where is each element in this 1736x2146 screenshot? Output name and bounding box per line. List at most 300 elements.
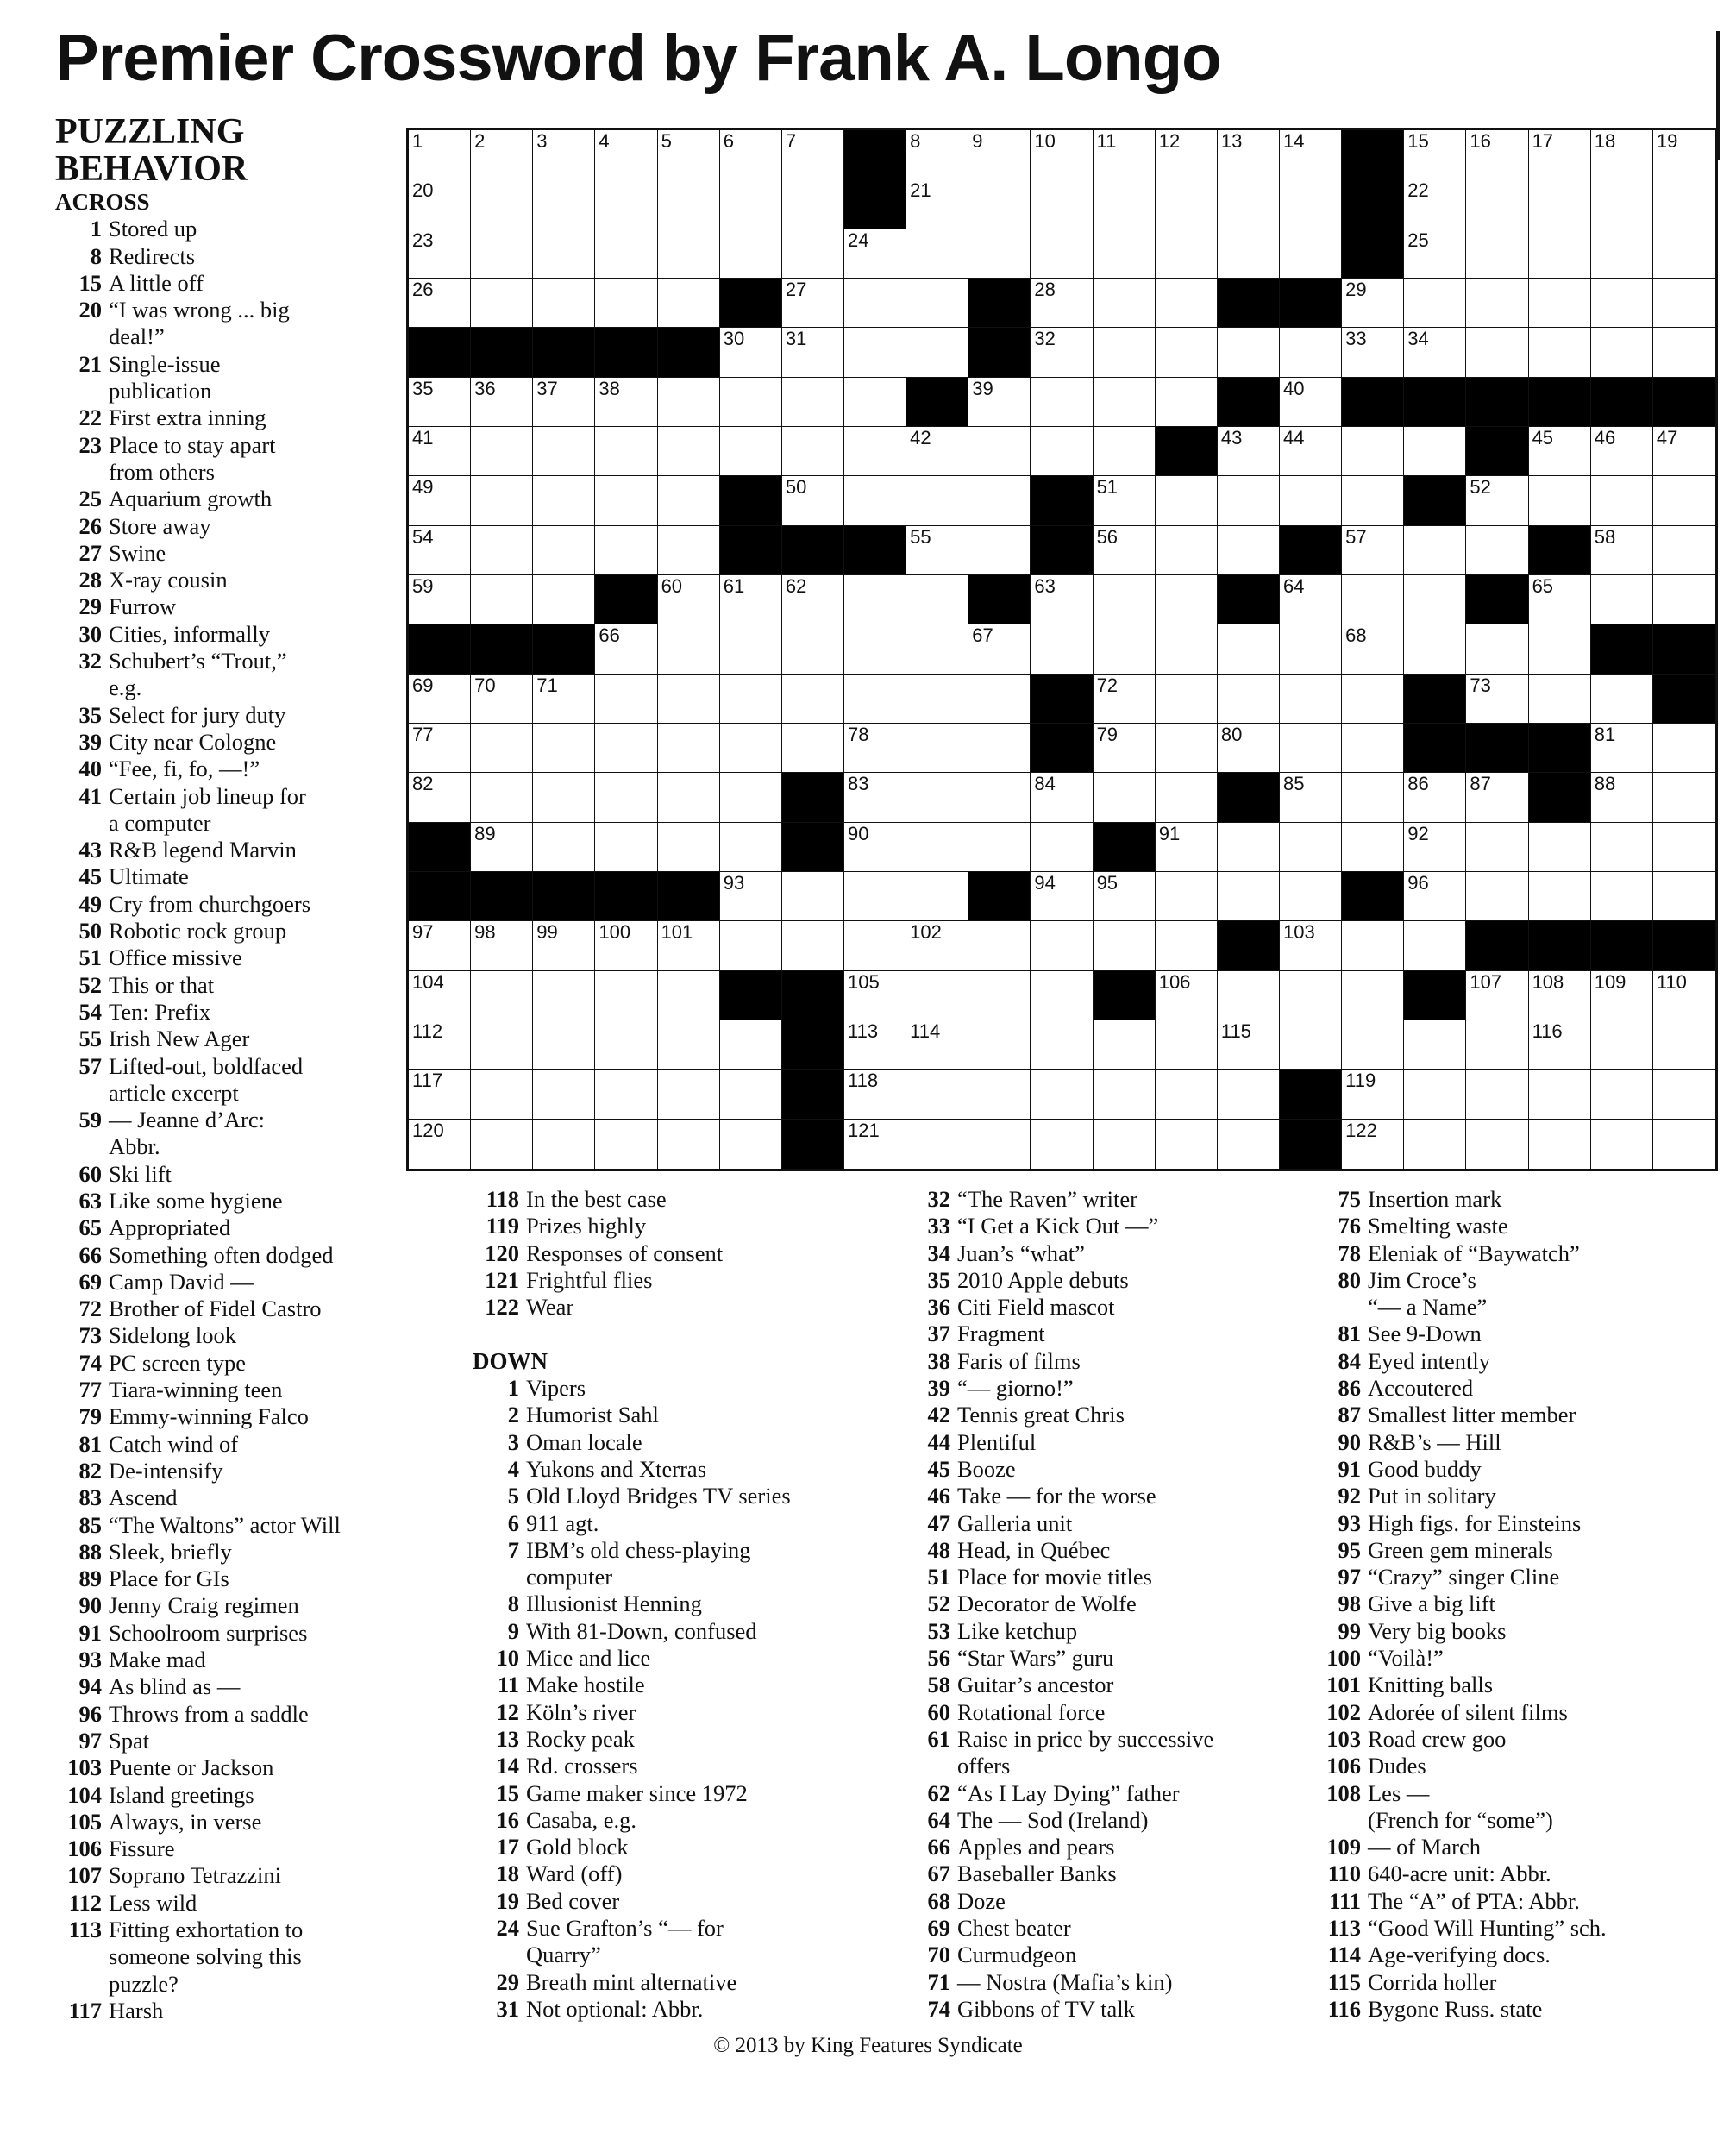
grid-cell[interactable] [1280, 675, 1342, 724]
grid-cell[interactable] [906, 179, 968, 229]
grid-cell[interactable] [471, 971, 533, 1020]
grid-cell[interactable] [844, 328, 906, 377]
grid-cell[interactable] [844, 476, 906, 525]
grid-cell[interactable] [720, 378, 782, 427]
grid-cell[interactable] [595, 130, 657, 179]
grid-cell[interactable] [906, 130, 968, 179]
grid-cell[interactable] [906, 229, 968, 279]
grid-cell[interactable] [1342, 675, 1404, 724]
grid-cell[interactable] [1591, 328, 1653, 377]
grid-cell[interactable] [1280, 328, 1342, 377]
grid-cell[interactable] [720, 130, 782, 179]
grid-cell[interactable] [906, 1070, 968, 1119]
grid-cell[interactable] [1529, 971, 1591, 1020]
grid-cell[interactable] [1280, 575, 1342, 624]
grid-cell[interactable] [1466, 179, 1528, 229]
grid-cell[interactable] [1529, 823, 1591, 872]
grid-cell[interactable] [968, 179, 1031, 229]
grid-cell[interactable] [409, 130, 471, 179]
grid-cell[interactable] [1094, 921, 1156, 970]
grid-cell[interactable] [471, 279, 533, 328]
grid-cell[interactable] [782, 130, 844, 179]
grid-cell[interactable] [1342, 971, 1404, 1020]
grid-cell[interactable] [1031, 279, 1093, 328]
grid-cell[interactable] [968, 1020, 1031, 1070]
grid-cell[interactable] [844, 971, 906, 1020]
grid-cell[interactable] [1156, 921, 1218, 970]
grid-cell[interactable] [1466, 624, 1528, 674]
grid-cell[interactable] [1404, 130, 1466, 179]
grid-cell[interactable] [1031, 1020, 1093, 1070]
grid-cell[interactable] [533, 724, 595, 773]
grid-cell[interactable] [1591, 872, 1653, 921]
grid-cell[interactable] [1591, 1120, 1653, 1169]
grid-cell[interactable] [658, 823, 720, 872]
grid-cell[interactable] [1404, 179, 1466, 229]
grid-cell[interactable] [1280, 179, 1342, 229]
grid-cell[interactable] [1094, 872, 1156, 921]
grid-cell[interactable] [1404, 773, 1466, 822]
grid-cell[interactable] [1280, 229, 1342, 279]
grid-cell[interactable] [968, 971, 1031, 1020]
grid-cell[interactable] [1094, 675, 1156, 724]
grid-cell[interactable] [720, 773, 782, 822]
grid-cell[interactable] [1466, 526, 1528, 575]
grid-cell[interactable] [1031, 328, 1093, 377]
grid-cell[interactable] [782, 921, 844, 970]
grid-cell[interactable] [533, 1020, 595, 1070]
grid-cell[interactable] [1280, 130, 1342, 179]
grid-cell[interactable] [658, 1020, 720, 1070]
grid-cell[interactable] [1529, 1120, 1591, 1169]
grid-cell[interactable] [533, 476, 595, 525]
grid-cell[interactable] [1094, 1020, 1156, 1070]
grid-cell[interactable] [968, 921, 1031, 970]
grid-cell[interactable] [844, 921, 906, 970]
grid-cell[interactable] [1031, 427, 1093, 476]
grid-cell[interactable] [533, 921, 595, 970]
grid-cell[interactable] [1404, 624, 1466, 674]
grid-cell[interactable] [968, 130, 1031, 179]
grid-cell[interactable] [1094, 328, 1156, 377]
grid-cell[interactable] [1156, 279, 1218, 328]
grid-cell[interactable] [1591, 823, 1653, 872]
grid-cell[interactable] [1156, 179, 1218, 229]
grid-cell[interactable] [720, 1020, 782, 1070]
grid-cell[interactable] [1031, 1120, 1093, 1169]
grid-cell[interactable] [1653, 476, 1715, 525]
grid-cell[interactable] [720, 1070, 782, 1119]
grid-cell[interactable] [906, 921, 968, 970]
grid-cell[interactable] [1156, 526, 1218, 575]
grid-cell[interactable] [595, 1120, 657, 1169]
grid-cell[interactable] [1404, 328, 1466, 377]
grid-cell[interactable] [1156, 476, 1218, 525]
grid-cell[interactable] [533, 773, 595, 822]
grid-cell[interactable] [1218, 971, 1280, 1020]
grid-cell[interactable] [844, 1020, 906, 1070]
grid-cell[interactable] [1404, 229, 1466, 279]
grid-cell[interactable] [1466, 823, 1528, 872]
grid-cell[interactable] [906, 872, 968, 921]
grid-cell[interactable] [844, 872, 906, 921]
grid-cell[interactable] [906, 575, 968, 624]
grid-cell[interactable] [968, 476, 1031, 525]
grid-cell[interactable] [658, 130, 720, 179]
grid-cell[interactable] [1591, 526, 1653, 575]
grid-cell[interactable] [1404, 279, 1466, 328]
grid-cell[interactable] [720, 575, 782, 624]
grid-cell[interactable] [471, 130, 533, 179]
grid-cell[interactable] [1156, 1020, 1218, 1070]
grid-cell[interactable] [1529, 279, 1591, 328]
grid-cell[interactable] [595, 1070, 657, 1119]
grid-cell[interactable] [782, 476, 844, 525]
grid-cell[interactable] [1218, 130, 1280, 179]
grid-cell[interactable] [1218, 526, 1280, 575]
grid-cell[interactable] [1156, 130, 1218, 179]
grid-cell[interactable] [1466, 1120, 1528, 1169]
grid-cell[interactable] [658, 575, 720, 624]
grid-cell[interactable] [1280, 971, 1342, 1020]
grid-cell[interactable] [1031, 872, 1093, 921]
grid-cell[interactable] [844, 427, 906, 476]
grid-cell[interactable] [1094, 526, 1156, 575]
grid-cell[interactable] [1591, 476, 1653, 525]
grid-cell[interactable] [471, 675, 533, 724]
grid-cell[interactable] [595, 624, 657, 674]
grid-cell[interactable] [533, 427, 595, 476]
grid-cell[interactable] [533, 229, 595, 279]
grid-cell[interactable] [595, 476, 657, 525]
grid-cell[interactable] [658, 279, 720, 328]
grid-cell[interactable] [1466, 872, 1528, 921]
grid-cell[interactable] [1342, 773, 1404, 822]
grid-cell[interactable] [1466, 1070, 1528, 1119]
grid-cell[interactable] [1094, 724, 1156, 773]
grid-cell[interactable] [1218, 724, 1280, 773]
grid-cell[interactable] [1156, 675, 1218, 724]
grid-cell[interactable] [471, 1070, 533, 1119]
grid-cell[interactable] [1653, 872, 1715, 921]
grid-cell[interactable] [906, 724, 968, 773]
grid-cell[interactable] [1156, 872, 1218, 921]
grid-cell[interactable] [595, 229, 657, 279]
grid-cell[interactable] [595, 279, 657, 328]
grid-cell[interactable] [1466, 279, 1528, 328]
grid-cell[interactable] [906, 1120, 968, 1169]
grid-cell[interactable] [1529, 675, 1591, 724]
grid-cell[interactable] [720, 1120, 782, 1169]
grid-cell[interactable] [720, 724, 782, 773]
grid-cell[interactable] [533, 675, 595, 724]
grid-cell[interactable] [595, 823, 657, 872]
grid-cell[interactable] [1342, 1120, 1404, 1169]
grid-cell[interactable] [1156, 378, 1218, 427]
grid-cell[interactable] [471, 378, 533, 427]
grid-cell[interactable] [1218, 328, 1280, 377]
grid-cell[interactable] [968, 1120, 1031, 1169]
grid-cell[interactable] [1280, 378, 1342, 427]
grid-cell[interactable] [1653, 328, 1715, 377]
grid-cell[interactable] [1094, 427, 1156, 476]
grid-cell[interactable] [1591, 724, 1653, 773]
grid-cell[interactable] [595, 1020, 657, 1070]
grid-cell[interactable] [1280, 823, 1342, 872]
grid-cell[interactable] [1094, 773, 1156, 822]
grid-cell[interactable] [1529, 476, 1591, 525]
grid-cell[interactable] [1466, 1020, 1528, 1070]
grid-cell[interactable] [1591, 675, 1653, 724]
grid-cell[interactable] [595, 921, 657, 970]
grid-cell[interactable] [1529, 427, 1591, 476]
grid-cell[interactable] [1591, 179, 1653, 229]
grid-cell[interactable] [1653, 1120, 1715, 1169]
grid-cell[interactable] [1031, 921, 1093, 970]
grid-cell[interactable] [1653, 823, 1715, 872]
grid-cell[interactable] [1653, 971, 1715, 1020]
grid-cell[interactable] [1218, 1020, 1280, 1070]
grid-cell[interactable] [471, 773, 533, 822]
grid-cell[interactable] [1094, 1070, 1156, 1119]
grid-cell[interactable] [1156, 328, 1218, 377]
grid-cell[interactable] [782, 229, 844, 279]
grid-cell[interactable] [782, 575, 844, 624]
grid-cell[interactable] [595, 724, 657, 773]
grid-cell[interactable] [1529, 575, 1591, 624]
grid-cell[interactable] [844, 1120, 906, 1169]
grid-cell[interactable] [906, 675, 968, 724]
grid-cell[interactable] [968, 624, 1031, 674]
grid-cell[interactable] [471, 724, 533, 773]
grid-cell[interactable] [1094, 476, 1156, 525]
grid-cell[interactable] [1218, 229, 1280, 279]
grid-cell[interactable] [1529, 229, 1591, 279]
grid-cell[interactable] [1653, 427, 1715, 476]
grid-cell[interactable] [1094, 279, 1156, 328]
grid-cell[interactable] [844, 724, 906, 773]
grid-cell[interactable] [1031, 575, 1093, 624]
grid-cell[interactable] [1653, 130, 1715, 179]
grid-cell[interactable] [658, 773, 720, 822]
grid-cell[interactable] [1404, 427, 1466, 476]
grid-cell[interactable] [782, 624, 844, 674]
grid-cell[interactable] [906, 476, 968, 525]
grid-cell[interactable] [720, 427, 782, 476]
grid-cell[interactable] [720, 328, 782, 377]
grid-cell[interactable] [533, 179, 595, 229]
grid-cell[interactable] [1031, 229, 1093, 279]
grid-cell[interactable] [1653, 229, 1715, 279]
grid-cell[interactable] [782, 279, 844, 328]
grid-cell[interactable] [906, 971, 968, 1020]
grid-cell[interactable] [533, 378, 595, 427]
grid-cell[interactable] [1031, 179, 1093, 229]
grid-cell[interactable] [1156, 575, 1218, 624]
grid-cell[interactable] [1653, 724, 1715, 773]
grid-cell[interactable] [533, 971, 595, 1020]
grid-cell[interactable] [595, 971, 657, 1020]
grid-cell[interactable] [658, 971, 720, 1020]
grid-cell[interactable] [1404, 575, 1466, 624]
grid-cell[interactable] [471, 575, 533, 624]
grid-cell[interactable] [720, 872, 782, 921]
grid-cell[interactable] [471, 476, 533, 525]
grid-cell[interactable] [906, 773, 968, 822]
grid-cell[interactable] [720, 823, 782, 872]
grid-cell[interactable] [782, 179, 844, 229]
grid-cell[interactable] [1094, 624, 1156, 674]
grid-cell[interactable] [1529, 624, 1591, 674]
grid-cell[interactable] [844, 823, 906, 872]
grid-cell[interactable] [1031, 130, 1093, 179]
grid-cell[interactable] [1218, 179, 1280, 229]
grid-cell[interactable] [1218, 624, 1280, 674]
grid-cell[interactable] [1031, 773, 1093, 822]
grid-cell[interactable] [1156, 823, 1218, 872]
grid-cell[interactable] [1031, 624, 1093, 674]
grid-cell[interactable] [1342, 724, 1404, 773]
grid-cell[interactable] [1031, 971, 1093, 1020]
grid-cell[interactable] [1342, 823, 1404, 872]
grid-cell[interactable] [968, 1070, 1031, 1119]
grid-cell[interactable] [1591, 279, 1653, 328]
grid-cell[interactable] [1031, 378, 1093, 427]
grid-cell[interactable] [658, 229, 720, 279]
grid-cell[interactable] [968, 724, 1031, 773]
grid-cell[interactable] [1404, 823, 1466, 872]
grid-cell[interactable] [658, 476, 720, 525]
grid-cell[interactable] [595, 526, 657, 575]
grid-cell[interactable] [1280, 1020, 1342, 1070]
grid-cell[interactable] [1591, 1020, 1653, 1070]
grid-cell[interactable] [471, 427, 533, 476]
grid-cell[interactable] [1466, 971, 1528, 1020]
grid-cell[interactable] [720, 921, 782, 970]
grid-cell[interactable] [1591, 427, 1653, 476]
grid-cell[interactable] [1094, 179, 1156, 229]
grid-cell[interactable] [471, 179, 533, 229]
grid-cell[interactable] [1094, 229, 1156, 279]
grid-cell[interactable] [658, 624, 720, 674]
grid-cell[interactable] [595, 378, 657, 427]
grid-cell[interactable] [533, 823, 595, 872]
grid-cell[interactable] [1653, 1020, 1715, 1070]
grid-cell[interactable] [968, 675, 1031, 724]
grid-cell[interactable] [968, 823, 1031, 872]
grid-cell[interactable] [906, 526, 968, 575]
grid-cell[interactable] [1529, 130, 1591, 179]
grid-cell[interactable] [1466, 130, 1528, 179]
grid-cell[interactable] [658, 921, 720, 970]
grid-cell[interactable] [968, 229, 1031, 279]
grid-cell[interactable] [1404, 1020, 1466, 1070]
grid-cell[interactable] [1280, 427, 1342, 476]
grid-cell[interactable] [1031, 1070, 1093, 1119]
grid-cell[interactable] [1466, 773, 1528, 822]
grid-cell[interactable] [1156, 773, 1218, 822]
grid-cell[interactable] [1218, 476, 1280, 525]
grid-cell[interactable] [844, 675, 906, 724]
grid-cell[interactable] [1529, 1070, 1591, 1119]
grid-cell[interactable] [1156, 1070, 1218, 1119]
grid-cell[interactable] [658, 724, 720, 773]
grid-cell[interactable] [1218, 1120, 1280, 1169]
grid-cell[interactable] [1342, 328, 1404, 377]
grid-cell[interactable] [1466, 229, 1528, 279]
grid-cell[interactable] [658, 378, 720, 427]
grid-cell[interactable] [1094, 575, 1156, 624]
grid-cell[interactable] [595, 675, 657, 724]
grid-cell[interactable] [1094, 130, 1156, 179]
grid-cell[interactable] [1591, 773, 1653, 822]
grid-cell[interactable] [658, 1070, 720, 1119]
grid-cell[interactable] [844, 279, 906, 328]
grid-cell[interactable] [1342, 279, 1404, 328]
grid-cell[interactable] [1591, 575, 1653, 624]
grid-cell[interactable] [533, 526, 595, 575]
grid-cell[interactable] [533, 279, 595, 328]
grid-cell[interactable] [471, 921, 533, 970]
grid-cell[interactable] [1342, 1020, 1404, 1070]
grid-cell[interactable] [1653, 179, 1715, 229]
grid-cell[interactable] [595, 773, 657, 822]
grid-cell[interactable] [906, 328, 968, 377]
grid-cell[interactable] [1218, 872, 1280, 921]
grid-cell[interactable] [1218, 675, 1280, 724]
grid-cell[interactable] [844, 773, 906, 822]
grid-cell[interactable] [471, 229, 533, 279]
grid-cell[interactable] [1156, 229, 1218, 279]
grid-cell[interactable] [471, 1020, 533, 1070]
grid-cell[interactable] [1529, 328, 1591, 377]
grid-cell[interactable] [1342, 921, 1404, 970]
grid-cell[interactable] [1156, 971, 1218, 1020]
grid-cell[interactable] [658, 675, 720, 724]
grid-cell[interactable] [782, 724, 844, 773]
grid-cell[interactable] [533, 1120, 595, 1169]
grid-cell[interactable] [533, 130, 595, 179]
grid-cell[interactable] [1591, 229, 1653, 279]
grid-cell[interactable] [1466, 675, 1528, 724]
grid-cell[interactable] [906, 823, 968, 872]
grid-cell[interactable] [1156, 624, 1218, 674]
grid-cell[interactable] [471, 526, 533, 575]
grid-cell[interactable] [1404, 1120, 1466, 1169]
grid-cell[interactable] [844, 229, 906, 279]
grid-cell[interactable] [782, 675, 844, 724]
grid-cell[interactable] [844, 624, 906, 674]
grid-cell[interactable] [1653, 575, 1715, 624]
grid-cell[interactable] [1280, 476, 1342, 525]
grid-cell[interactable] [595, 179, 657, 229]
grid-cell[interactable] [720, 675, 782, 724]
grid-cell[interactable] [1156, 1120, 1218, 1169]
grid-cell[interactable] [1404, 872, 1466, 921]
grid-cell[interactable] [1342, 526, 1404, 575]
grid-cell[interactable] [1404, 1070, 1466, 1119]
grid-cell[interactable] [968, 427, 1031, 476]
grid-cell[interactable] [1591, 130, 1653, 179]
grid-cell[interactable] [1094, 378, 1156, 427]
grid-cell[interactable] [844, 1070, 906, 1119]
grid-cell[interactable] [1342, 575, 1404, 624]
grid-cell[interactable] [782, 872, 844, 921]
grid-cell[interactable] [782, 378, 844, 427]
grid-cell[interactable] [1280, 773, 1342, 822]
grid-cell[interactable] [1031, 823, 1093, 872]
grid-cell[interactable] [658, 179, 720, 229]
